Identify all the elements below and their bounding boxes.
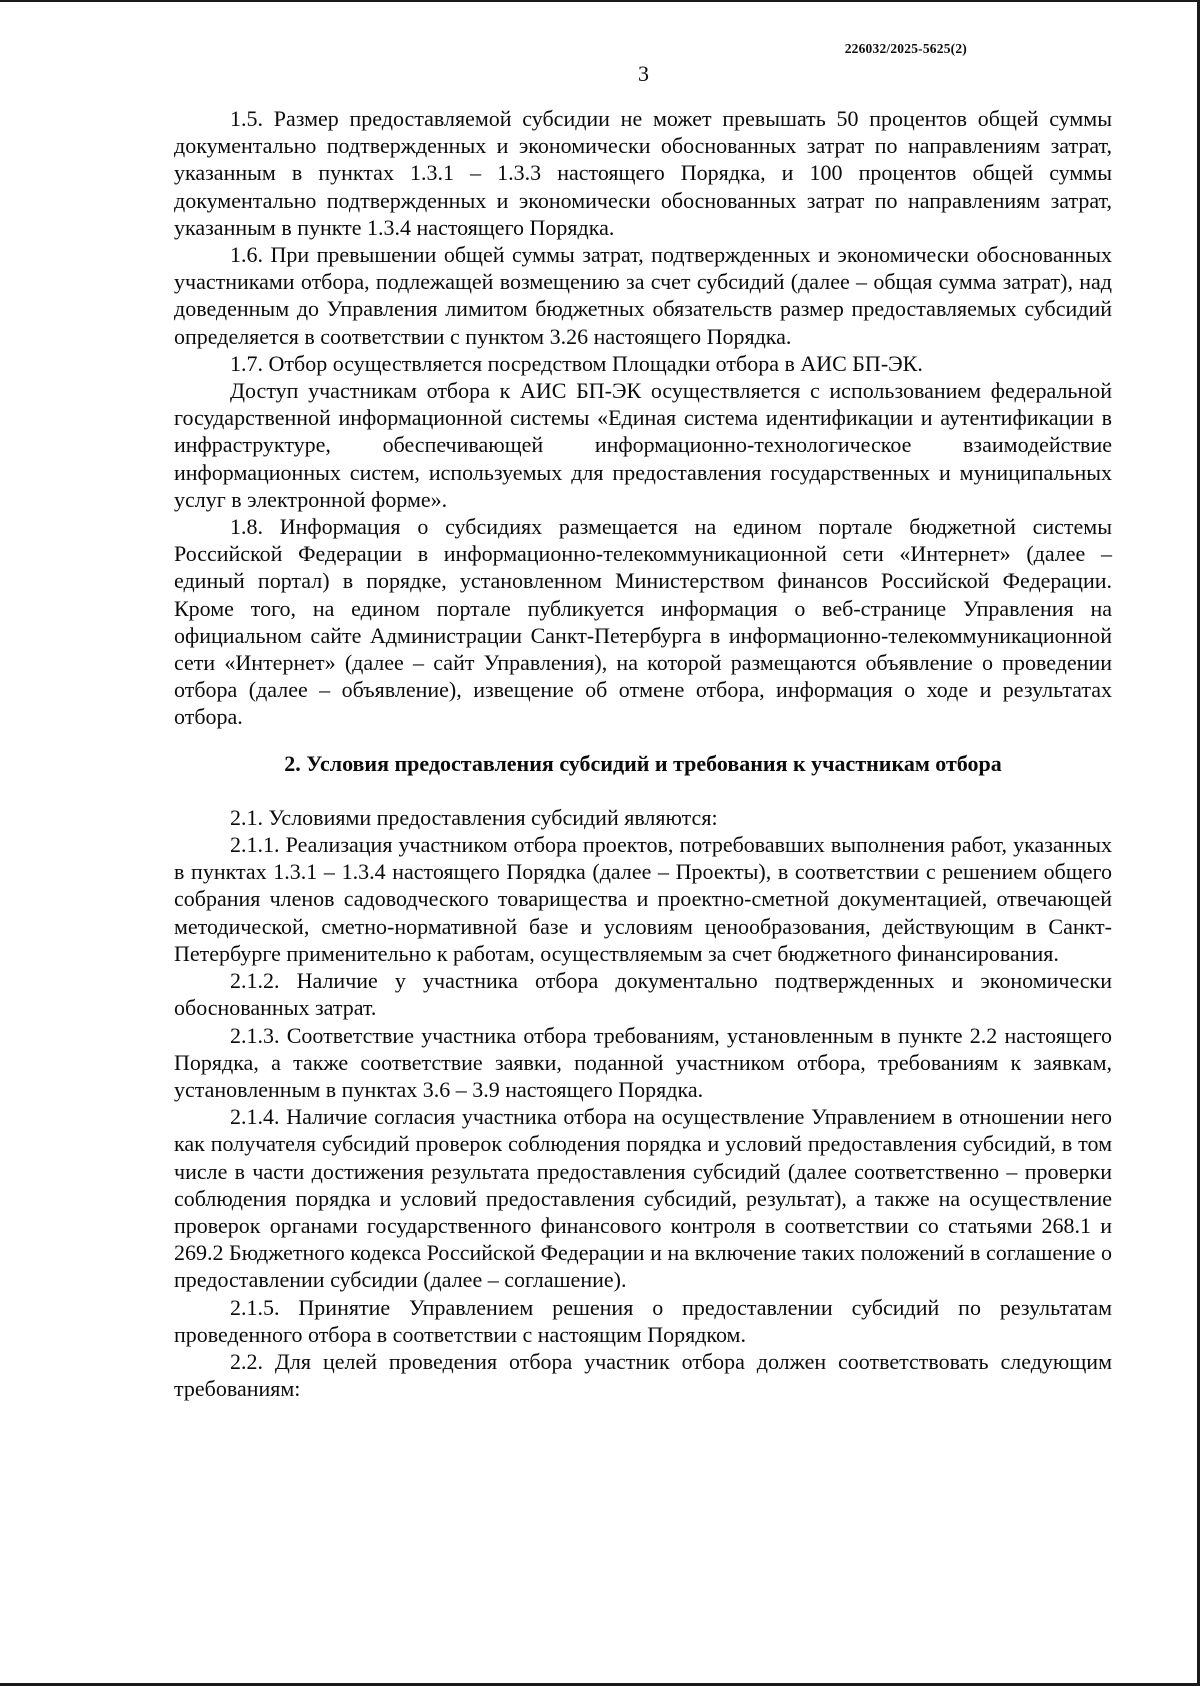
paragraph-1-6: 1.6. При превышении общей суммы затрат, подтвержденных и экономически обоснованных участниками отбора, подлежащей возмещению за счет субсидий (далее – общая сумма затрат), над доведенным до Управления лимитом бюджетных обязательств размер предоставляемых субсидий определяется в соответствии с пунктом 3.26 настоящего Порядка. bbox=[174, 242, 1112, 349]
paragraph-2-2: 2.2. Для целей проведения отбора участник отбора должен соответствовать следующим требованиям: bbox=[174, 1348, 1112, 1402]
paragraph-1-7: 1.7. Отбор осуществляется посредством Площадки отбора в АИС БП-ЭК. bbox=[230, 350, 923, 376]
paragraph-2-1-5: 2.1.5. Принятие Управлением решения о предоставлении субсидий по результатам проведенного отбора в соответствии с настоящим Порядком. bbox=[174, 1294, 1112, 1347]
paragraph-2-1-3: 2.1.3. Соответствие участника отбора требованиям, установленным в пункте 2.2 настоящего Порядка, а также соответствие заявки, поданной участником отбора, требованиям к заявкам, установленным в пунктах 3.6 – 3.9 настоящего Порядка. bbox=[174, 1022, 1112, 1102]
paragraph-2-1-2: 2.1.2. Наличие у участника отбора документально подтвержденных и экономически обоснованных затрат. bbox=[174, 968, 1112, 1021]
paragraph-1-5: 1.5. Размер предоставляемой субсидии не может превышать 50 процентов общей суммы документально подтвержденных и экономически обоснованных затрат по направлениям затрат, указанным в пунктах 1.3.1 – 1.3.3 настоящего Порядка, и 100 процентов общей суммы документально подтвержденных и экономически обоснованных затрат по направлениям затрат, указанным в пункте 1.3.4 настоящего Порядка. bbox=[174, 106, 1112, 240]
paragraph-1-8: 1.8. Информация о субсидиях размещается на едином портале бюджетной системы Российской Федерации в информационно-телекоммуникационной сети «Интернет» (далее – единый портал) в порядке, установленном Министерством финансов Российской Федерации. Кроме того, на едином портале публикуется информация о веб-странице Управления на официальном сайте Администрации Санкт-Петербурга в информационно-телекоммуникационной сети «Интернет» (далее – сайт Управления), на которой размещаются объявление о проведении отбора (далее – объявление), извещение об отмене отбора, информация о ходе и результатах отбора. bbox=[174, 514, 1112, 730]
scan-edge-top bbox=[0, 0, 1200, 2]
paragraph-1-7-access: Доступ участникам отбора к АИС БП-ЭК осуществляется с использованием федеральной государственной информационной системы «Единая система идентификации и аутентификации в инфраструктуре, обеспечивающей информационно-технологическое взаимодействие информационных систем, используемых для предоставления государственных и муниципальных услуг в электронной форме». bbox=[174, 378, 1112, 512]
document-body bbox=[174, 105, 1112, 1402]
page-number: 3 bbox=[638, 61, 649, 86]
document-number: 226032/2025-5625(2) bbox=[844, 41, 967, 56]
paragraph-2-1-1: 2.1.1. Реализация участником отбора проектов, потребовавших выполнения работ, указанных в пунктах 1.3.1 – 1.3.4 настоящего Порядка (далее – Проекты), в соответствии с решением общего собрания членов садоводческого товарищества и проектно-сметной документацией, отвечающей методической, сметно-нормативной базе и условиям ценообразования, действующим в Санкт-Петербурге применительно к работам, осуществляемым за счет бюджетного финансирования. bbox=[174, 832, 1112, 966]
section-2-heading: 2. Условия предоставления субсидий и требования к участникам отбора bbox=[284, 750, 1002, 776]
paragraph-2-1-4: 2.1.4. Наличие согласия участника отбора на осуществление Управлением в отношении него как получателя субсидий проверок соблюдения порядка и условий предоставления субсидий, в том числе в части достижения результата предоставления субсидий (далее соответственно – проверки соблюдения порядка и условий предоставления субсидий, результат), а также на осуществление проверок органами государственного финансового контроля в соответствии со статьями 268.1 и 269.2 Бюджетного кодекса Российской Федерации и на включение таких положений в соглашение о предоставлении субсидии (далее – соглашение). bbox=[174, 1104, 1112, 1293]
paragraph-2-1: 2.1. Условиями предоставления субсидий являются: bbox=[230, 804, 718, 830]
